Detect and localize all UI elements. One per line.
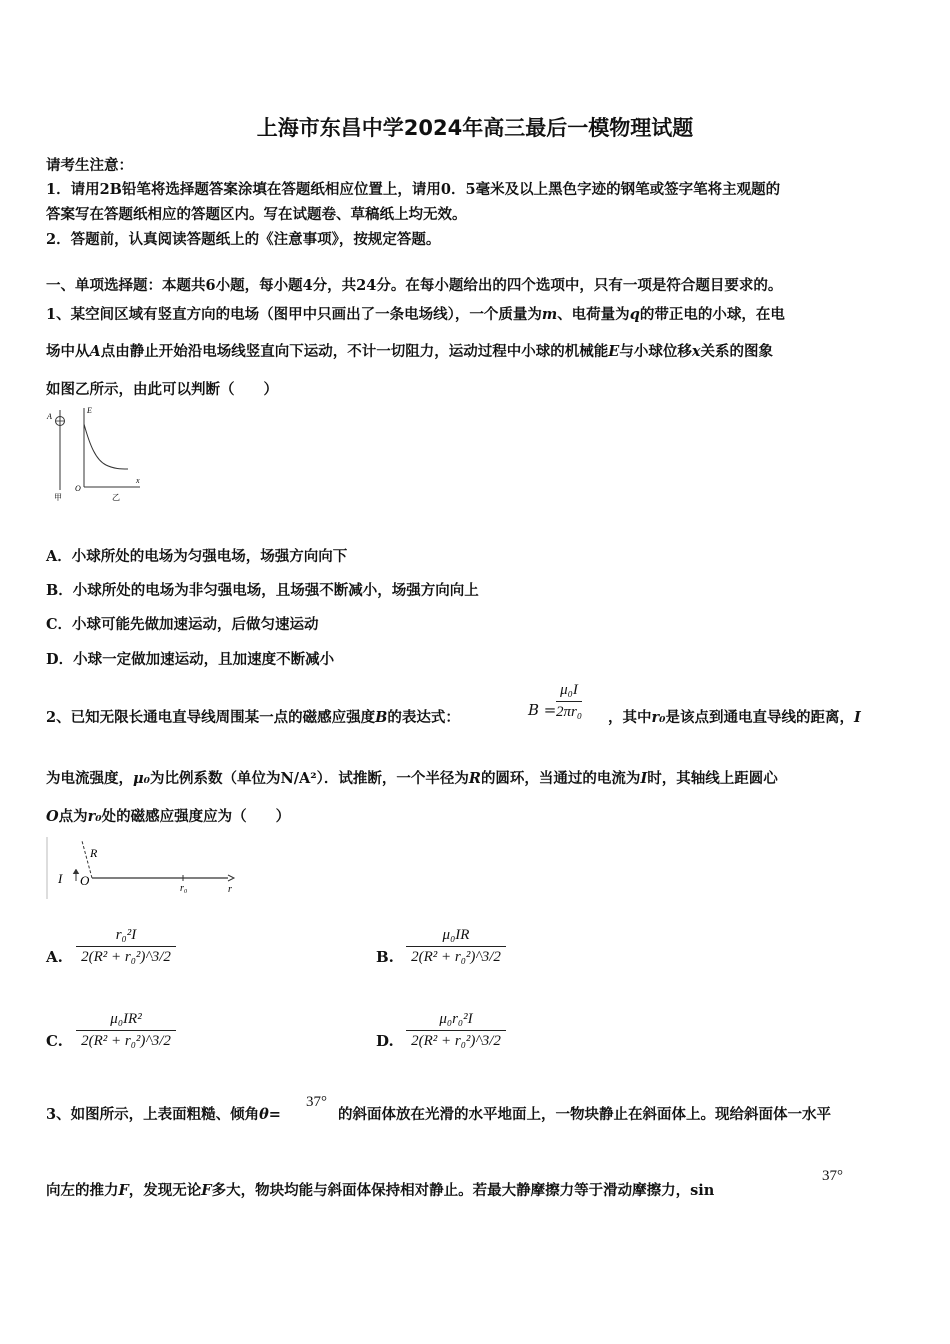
- label-jia: 甲: [54, 493, 62, 502]
- q3-line-1b: 的斜面体放在光滑的水平地面上，一物块静止在斜面体上。现给斜面体一水平: [338, 1106, 831, 1123]
- q2-option-b-fraction: μ₀IR 2(R² + r₀²)^3/2: [406, 927, 506, 966]
- q1-line-3: 如图乙所示，由此可以判断（ ）: [46, 381, 278, 398]
- notice-line-2: 2．答题前，认真阅读答题纸上的《注意事项》，按规定答题。: [46, 231, 441, 248]
- q1-option-c: C．小球可能先做加速运动，后做匀速运动: [46, 616, 319, 633]
- section-heading: 一、单项选择题：本题共6小题，每小题4分，共24分。在每小题给出的四个选项中，只有一项是符合题目要求的。: [46, 277, 783, 294]
- q2-option-b-label: B.: [376, 948, 394, 966]
- notice-heading: 请考生注意：: [46, 157, 133, 174]
- q2-line-3: O点为r₀处的磁感应强度应为（ ）: [46, 808, 291, 825]
- formula-lhs: B =: [528, 701, 557, 719]
- q1-figure: [46, 402, 156, 507]
- q2-line-2: 为电流强度，μ₀为比例系数（单位为N/A²）．试推断，一个半径为R的圆环，当通过的电流为I时，其轴线上距圆心: [46, 770, 778, 787]
- q1-option-a: A．小球所处的电场为匀强电场，场强方向向下: [46, 548, 348, 565]
- label-A: A: [47, 412, 52, 421]
- q1-line-2: 场中从A点由静止开始沿电场线竖直向下运动，不计一切阻力，运动过程中小球的机械能E与小球位移x关系的图象: [46, 343, 773, 360]
- q3-angle-2: 37°: [822, 1168, 843, 1184]
- energy-curve: [84, 424, 128, 469]
- q1-line-1: 1、某空间区域有竖直方向的电场（图甲中只画出了一条电场线），一个质量为m、电荷量为q的带正电的小球，在电: [46, 306, 785, 323]
- q2-figure: [46, 835, 236, 903]
- q2-line-1a: 2、已知无限长通电直导线周围某一点的磁感应强度B的表达式：: [46, 709, 460, 726]
- notice-line-1a: 1．请用2B铅笔将选择题答案涂填在答题纸相应位置上，请用0．5毫米及以上黑色字迹的钢笔或签字笔将主观题的: [46, 181, 781, 198]
- label-yi: 乙: [112, 493, 120, 502]
- label-r: r: [228, 884, 232, 895]
- label-E: E: [87, 406, 92, 415]
- label-O: O: [80, 873, 90, 888]
- q2-line-1b: ，其中r₀是该点到通电直导线的距离，I: [608, 709, 861, 726]
- q2-option-a-label: A.: [46, 948, 63, 966]
- page-title: 上海市东昌中学2024年高三最后一模物理试题: [256, 116, 694, 140]
- q2-option-d-fraction: μ₀r₀²I 2(R² + r₀²)^3/2: [406, 1011, 506, 1050]
- q1-option-d: D．小球一定做加速运动，且加速度不断减小: [46, 651, 335, 668]
- label-O: O: [75, 484, 81, 493]
- q3-angle: 37°: [306, 1094, 327, 1110]
- q1-option-b: B．小球所处的电场为非匀强电场，且场强不断减小，场强方向向上: [46, 582, 479, 599]
- q3-line-2: 向左的推力F，发现无论F多大，物块均能与斜面体保持相对静止。若最大静摩擦力等于滑动摩擦力，sin: [46, 1182, 715, 1199]
- q2-option-c-fraction: μ₀IR² 2(R² + r₀²)^3/2: [76, 1011, 176, 1050]
- label-R: R: [90, 846, 98, 860]
- q3-line-1a: 3、如图所示，上表面粗糙、倾角θ=: [46, 1106, 281, 1123]
- label-r0: r₀: [180, 883, 188, 894]
- formula-fraction: μ₀I 2πr₀: [556, 682, 583, 720]
- label-x: x: [136, 476, 140, 485]
- q2-option-d-label: D.: [376, 1032, 394, 1050]
- label-I: I: [58, 871, 63, 886]
- q2-option-a-fraction: r₀²I 2(R² + r₀²)^3/2: [76, 927, 176, 966]
- notice-line-1b: 答案写在答题纸相应的答题区内。写在试题卷、草稿纸上均无效。: [46, 206, 467, 223]
- q2-option-c-label: C.: [46, 1032, 63, 1050]
